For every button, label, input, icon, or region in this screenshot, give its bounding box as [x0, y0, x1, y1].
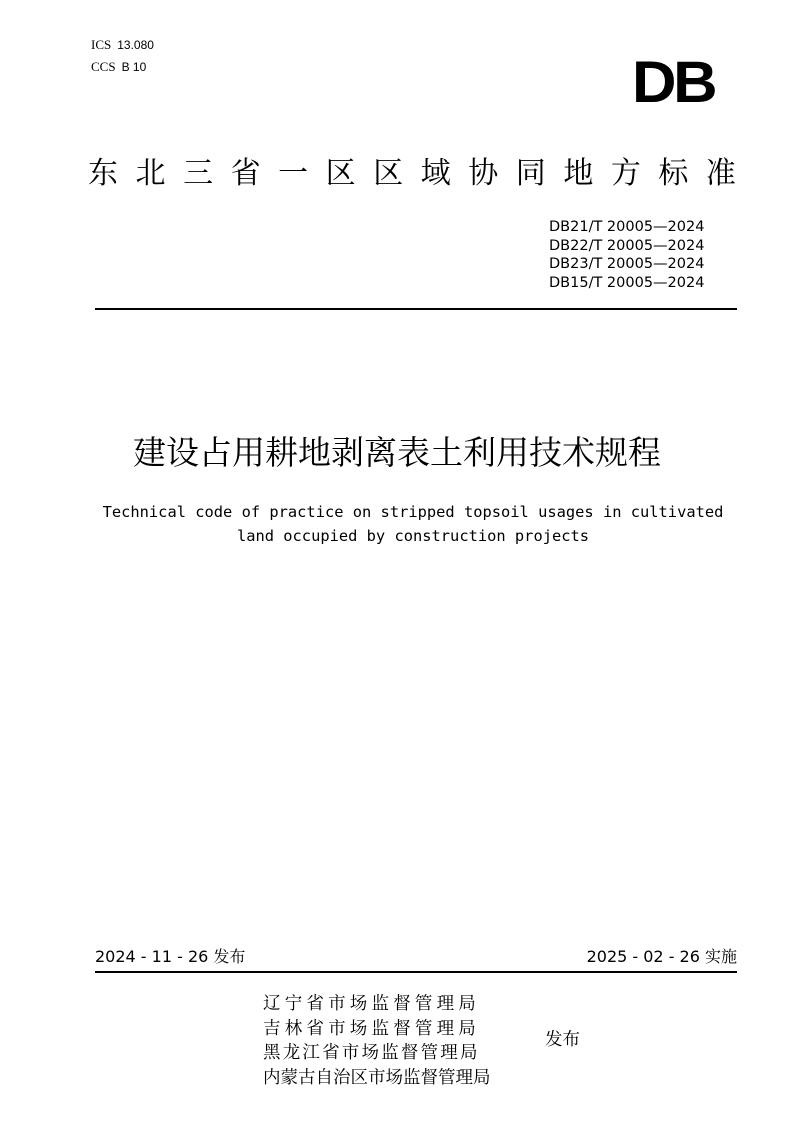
standard-number: DB22/T 20005—2024 [549, 237, 705, 254]
issuer: 黑龙江省市场监督管理局 [263, 1043, 480, 1063]
standard-type-char: 省 [230, 156, 261, 191]
standard-type-char: 协 [468, 156, 499, 191]
standard-type-char: 方 [610, 156, 641, 191]
english-title-line: Technical code of practice on stripped topsoil usages in cultivated [102, 503, 724, 521]
standard-type-char: 准 [705, 156, 736, 191]
standard-number: DB21/T 20005—2024 [549, 219, 705, 235]
document-title-english [80, 500, 746, 548]
standard-numbers [549, 218, 704, 292]
ics-classification [91, 38, 154, 52]
standard-type-char: 东 [88, 156, 118, 191]
db-logo: DB [632, 48, 715, 115]
ccs-label: CCS [91, 59, 116, 74]
issuing-authorities [263, 992, 491, 1090]
ics-value: 13.080 [117, 38, 154, 52]
standard-type-char: 北 [135, 156, 166, 191]
standard-type-char: 区 [325, 156, 356, 191]
standard-number: DB23/T 20005—2024 [549, 256, 705, 272]
document-title-chinese: 建设占用耕地剥离表土利用技术规程 [133, 433, 661, 472]
header-divider [95, 308, 737, 310]
standard-type-char: 域 [420, 156, 451, 191]
issuer: 辽宁省市场监督管理局 [263, 994, 480, 1014]
issue-label: 发布 [545, 1030, 580, 1050]
standard-type-char: 标 [658, 156, 689, 191]
issuer: 内蒙古自治区市场监督管理局 [263, 1067, 491, 1088]
standard-type-char: 地 [563, 156, 594, 191]
issuer: 吉林省市场监督管理局 [263, 1018, 480, 1039]
english-title-line: land occupied by construction projects [236, 527, 590, 545]
standard-type-char: 区 [373, 156, 404, 191]
footer-divider [95, 971, 737, 973]
ics-label: ICS [91, 37, 112, 52]
ccs-value: B 10 [121, 60, 147, 74]
standard-number: DB15/T 20005—2024 [549, 274, 705, 291]
standard-type-char: 同 [515, 156, 546, 191]
ccs-classification [91, 60, 146, 74]
implementation-date: 2025 - 02 - 26 实施 [586, 947, 737, 966]
issue-date: 2024 - 11 - 26 发布 [95, 947, 246, 966]
standard-type-char: 三 [183, 156, 214, 191]
standard-type-char: 一 [278, 156, 309, 191]
standard-type-heading [87, 156, 737, 192]
